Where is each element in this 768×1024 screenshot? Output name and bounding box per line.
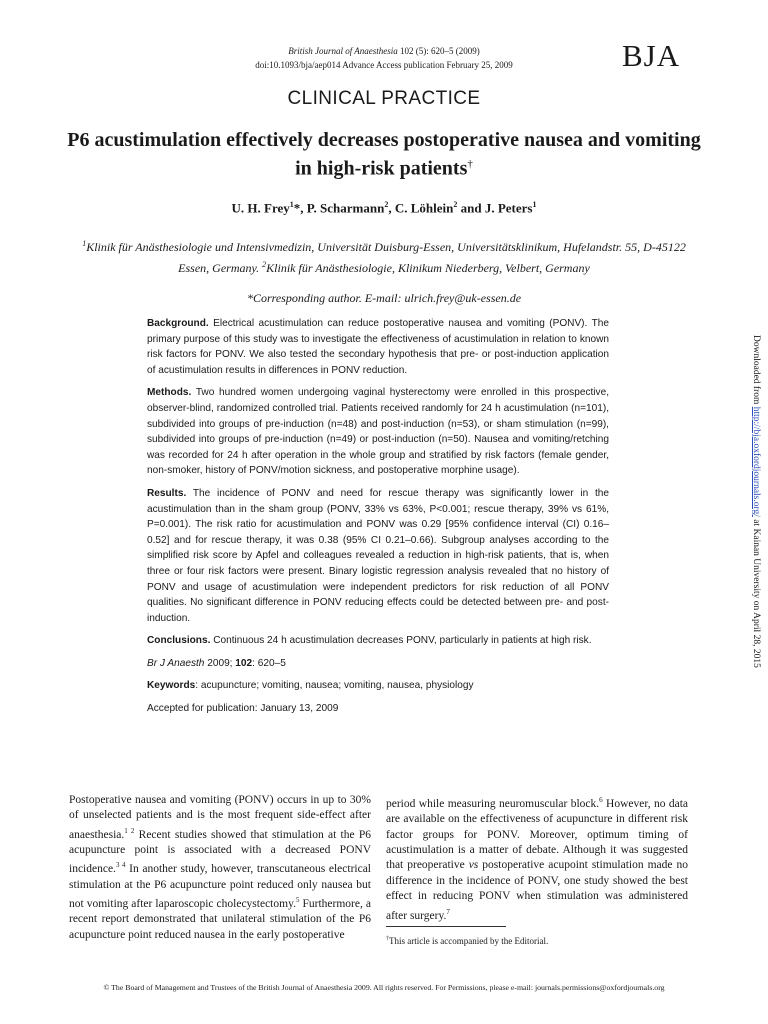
- bja-logo: BJA: [622, 38, 681, 73]
- body-text-italic: vs: [468, 859, 479, 872]
- body-column-right: [386, 793, 688, 924]
- author-list: [0, 200, 768, 216]
- citation-journal: Br J Anaesth: [147, 657, 205, 669]
- keywords-text: : acupuncture; vomiting, nausea; vomiting, nausea, physiology: [195, 680, 474, 692]
- affiliations: [70, 235, 698, 277]
- title-footnote-mark: †: [467, 158, 473, 170]
- citation-pages: : 620–5: [252, 657, 286, 669]
- reference-mark: 1 2: [124, 826, 135, 835]
- author-name: U. H. Frey: [231, 200, 290, 216]
- body-text: Furthermore, a recent report demonstrated that unilateral stimulation of the P6 acupuncture point reduced nausea in the early postoperative: [69, 897, 371, 941]
- methods-text: Two hundred women undergoing vaginal hysterectomy were enrolled in this prospective, observer-blind, randomized controlled trial. Patients received randomly for 24 h acustimulation (n=101), subdivided into groups of pre-induction (n=48) and post-induction (n=53), or sham stimulation (n=99), subdivided into groups of pre-induction (n=49) or post-induction (n=50). Nausea and vomiting/retching was recorded for 24 h after operation in the whole group and stratified by risk factors (female gender, non-smoker, history of PONV/motion sickness, and postoperative morphine usage).: [147, 387, 609, 477]
- section-heading: CLINICAL PRACTICE: [287, 88, 481, 109]
- author-affiliation-mark: 2: [453, 200, 458, 209]
- citation-year: 2009;: [204, 657, 236, 669]
- abstract-background: [147, 316, 609, 378]
- reference-mark: 7: [446, 907, 450, 916]
- author-name: J. Peters: [484, 200, 533, 216]
- doi-line: doi:10.1093/bja/aep014 Advance Access publication February 25, 2009: [255, 60, 513, 70]
- results-label: Results.: [147, 487, 187, 499]
- journal-link[interactable]: http://bja.oxfordjournals.org/: [751, 406, 761, 517]
- body-text: postoperative acupoint stimulation made no difference in the incidence of PONV, one study showed the best effect in reducing PONV when stimulation was administered after surgery.: [386, 859, 688, 922]
- keywords: [147, 678, 609, 694]
- body-text: In another study, however, transcutaneous electrical stimulation at the P6 acupuncture point reduced only nausea but not vomiting after laparoscopic cholecystectomy.: [69, 863, 371, 910]
- abstract-conclusions: [147, 633, 609, 649]
- footnote-mark: †: [386, 936, 389, 942]
- affiliation-number: 1: [82, 239, 87, 248]
- background-text: Electrical acustimulation can reduce postoperative nausea and vomiting (PONV). The primary purpose of this study was to investigate the effectiveness of acustimulation in relation to known risk factors for PONV. We also tested the secondary hypothesis that pre- or post-induction application of acustimulation results in differences in PONV reduction.: [147, 318, 609, 376]
- author-separator: *,: [293, 200, 307, 216]
- abstract-methods: [147, 385, 609, 479]
- abstract-results: [147, 486, 609, 626]
- affiliation-1: Klinik für Anästhesiologie und Intensivmedizin, Universität Duisburg-Essen, Universitätsklinikum, Hufelandstr. 55, D-45122 Essen, Germany.: [86, 240, 686, 275]
- body-column-left: [69, 793, 371, 943]
- footnote-divider: [386, 926, 506, 927]
- keywords-label: Keywords: [147, 680, 196, 692]
- conclusions-label: Conclusions.: [147, 635, 211, 647]
- accepted-date: Accepted for publication: January 13, 2009: [147, 703, 339, 715]
- volume-info: 102 (5): 620–5 (2009): [400, 46, 480, 56]
- citation: [147, 656, 609, 672]
- body-text: Recent studies showed that stimulation at the P6 acupuncture point is associated with a decreased PONV incidence.: [69, 828, 371, 876]
- journal-name: British Journal of Anaesthesia: [288, 46, 398, 56]
- citation-volume: 102: [235, 657, 253, 669]
- author-separator: and: [457, 200, 485, 216]
- corresponding-author: *Corresponding author. E-mail: ulrich.frey@uk-essen.de: [246, 291, 522, 305]
- author-affiliation-mark: 1: [532, 200, 537, 209]
- copyright-notice: © The Board of Management and Trustees of the British Journal of Anaesthesia 2009. All rights reserved. For Permissions, please e-mail: journals.permissions@oxfordjournals.org: [103, 983, 665, 992]
- author-affiliation-mark: 2: [384, 200, 389, 209]
- author-name: P. Scharmann: [306, 200, 385, 216]
- download-note: [744, 335, 768, 715]
- conclusions-text: Continuous 24 h acustimulation decreases PONV, particularly in patients at high risk.: [213, 635, 592, 647]
- reference-mark: 3 4: [115, 861, 126, 870]
- results-text: The incidence of PONV and need for rescue therapy was significantly lower in the acustimulation than in the sham group (PONV, 33% vs 63%, P<0.001; rescue therapy, 39% vs 61%, P=0.001). The risk ratio for acustimulation and PONV was 0.29 [95% confidence interval (CI) 0.16–0.52] and for rescue therapy, it was 0.38 (95% CI 0.21–0.66). Subgroup analyses according to the simplified risk score by Apfel and colleagues revealed a reduction in high-risk patients, that is, when three or four risk factors were present. Binary logistic regression analysis revealed that no history of PONV and usage of acustimulation were independent predictors for risk reduction of all PONV qualities. No significant difference in PONV reducing effects could be detected between pre- and post-induction.: [147, 487, 610, 624]
- article-title: [60, 128, 708, 181]
- author-affiliation-mark: 1: [289, 200, 294, 209]
- body-text: Postoperative nausea and vomiting (PONV) occurs in up to 30% of unselected patients and is the most frequent side-effect after anaesthesia.: [69, 794, 371, 841]
- body-text: period while measuring neuromuscular block.: [386, 797, 600, 810]
- author-name: C. Löhlein: [394, 200, 454, 216]
- author-separator: ,: [388, 200, 395, 216]
- reference-mark: 5: [295, 896, 300, 905]
- abstract: [147, 316, 609, 724]
- reference-mark: 6: [599, 796, 603, 804]
- article-title-text: P6 acustimulation effectively decreases postoperative nausea and vomiting in high-risk patients: [67, 129, 701, 180]
- footnote-text: This article is accompanied by the Editorial.: [389, 936, 549, 946]
- affiliation-2: Klinik für Anästhesiologie, Klinikum Niederberg, Velbert, Germany: [266, 261, 590, 275]
- download-note-suffix: at Kainan University on April 28, 2015: [751, 516, 761, 668]
- background-label: Background.: [147, 318, 209, 329]
- body-text: However, no data are available on the effectiveness of acupuncture in different risk factor groups for PONV. Moreover, optimum timing of acustimulation is a matter of debate. Although it was suggested that preoperative: [386, 797, 689, 872]
- affiliation-number: 2: [262, 260, 267, 269]
- download-note-prefix: Downloaded from: [751, 335, 761, 407]
- methods-label: Methods.: [147, 387, 192, 399]
- footnote: [386, 936, 548, 946]
